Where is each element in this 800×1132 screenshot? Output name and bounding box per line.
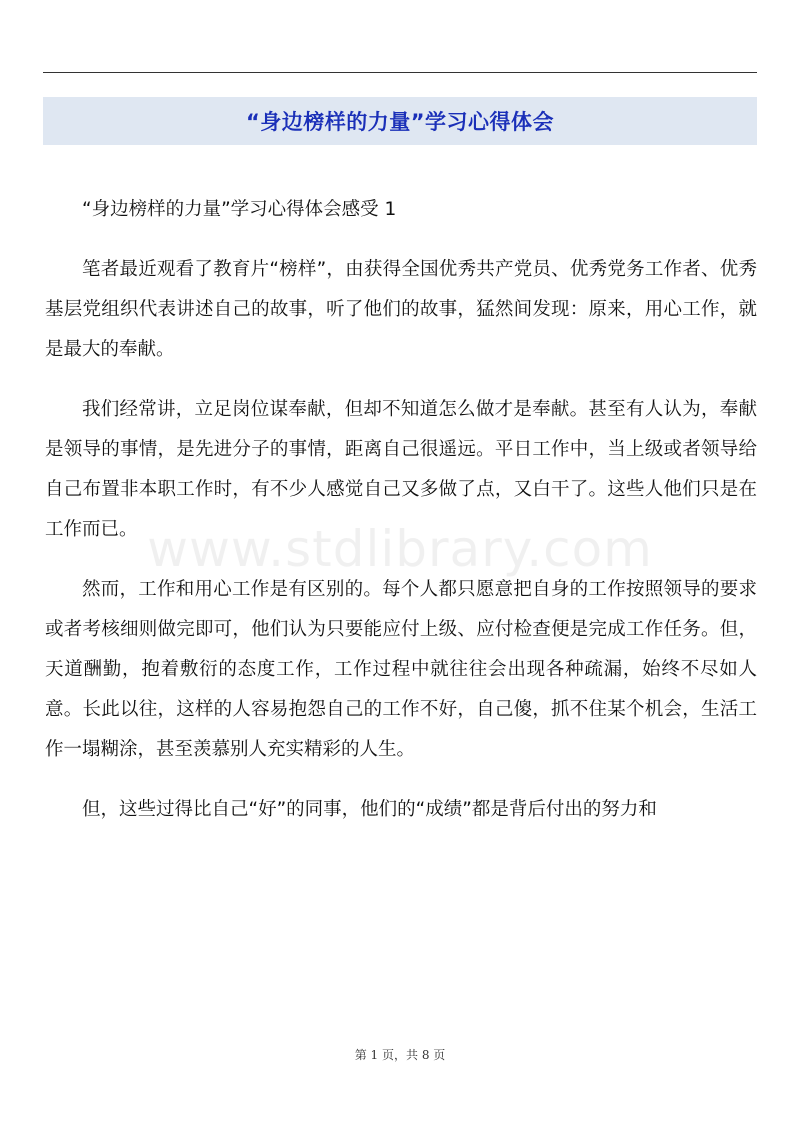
section-heading: “身边榜样的力量”学习心得体会感受 1 — [82, 199, 397, 220]
document-title: “身边榜样的力量”学习心得体会 — [245, 110, 555, 134]
paragraph: 然而，工作和用心工作是有区别的。每个人都只愿意把自身的工作按照领导的要求或者考核细则做完即可，他们认为只要能应付上级、应付检查便是完成工作任务。但，天道酬勤，抱着敷衍的态度工作，工作过程中就往往会出现各种疏漏，始终不尽如人意。长此以往，这样的人容易抱怨自己的工作不好，自己傻，抓不住某个机会，生活工作一塌糊涂，甚至羡慕别人充实精彩的人生。 — [45, 579, 757, 760]
paragraph: 笔者最近观看了教育片“榜样”，由获得全国优秀共产党员、优秀党务工作者、优秀基层党组织代表讲述自己的故事，听了他们的故事，猛然间发现：原来，用心工作，就是最大的奉献。 — [45, 259, 757, 360]
document-body — [45, 190, 757, 850]
watermark: www.stdlibrary.com — [147, 520, 653, 578]
header-rule — [43, 72, 757, 73]
title-banner — [43, 97, 757, 145]
paragraph: 但，这些过得比自己“好”的同事，他们的“成绩”都是背后付出的努力和 — [82, 799, 657, 820]
page-number-footer: 第 1 页，共 8 页 — [354, 1048, 446, 1062]
paragraph: 我们经常讲，立足岗位谋奉献，但却不知道怎么做才是奉献。甚至有人认为，奉献是领导的事情，是先进分子的事情，距离自己很遥远。平日工作中，当上级或者领导给自己布置非本职工作时，有不少人感觉自己又多做了点，又白干了。这些人他们只是在工作而已。 — [45, 399, 757, 540]
